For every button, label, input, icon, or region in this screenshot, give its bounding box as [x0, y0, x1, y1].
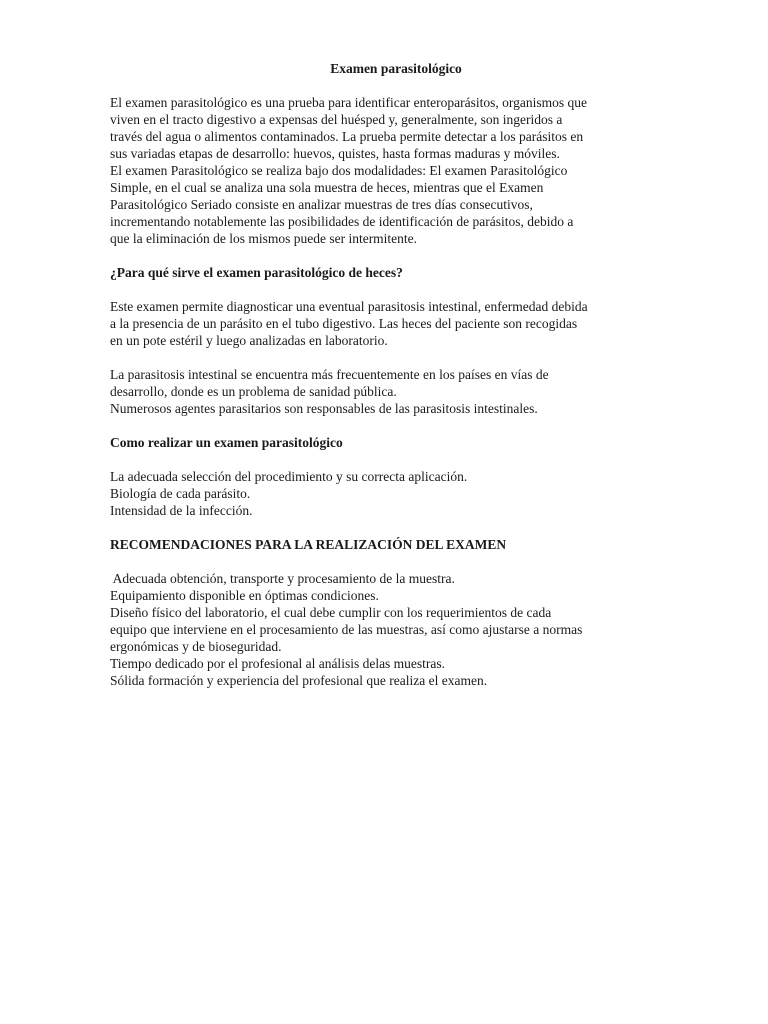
section-heading: ¿Para qué sirve el examen parasitológico de heces? — [110, 265, 403, 280]
text-line: Este examen permite diagnosticar una eventual parasitosis intestinal, enfermedad debida — [110, 299, 588, 314]
text-line: La parasitosis intestinal se encuentra más frecuentemente en los países en vías de — [110, 367, 549, 382]
text-line: Biología de cada parásito. — [110, 486, 251, 501]
text-line: Sólida formación y experiencia del profesional que realiza el examen. — [110, 673, 488, 688]
section-heading: RECOMENDACIONES PARA LA REALIZACIÓN DEL EXAMEN — [110, 537, 507, 552]
text-line: equipo que interviene en el procesamiento de las muestras, así como ajustarse a normas — [110, 622, 583, 637]
text-line: ergonómicas y de bioseguridad. — [110, 639, 282, 654]
text-line: La adecuada selección del procedimiento y su correcta aplicación. — [110, 469, 468, 484]
section1-paragraph1 — [110, 298, 670, 349]
text-line: El examen parasitológico es una prueba para identificar enteroparásitos, organismos que — [110, 95, 587, 110]
document-title: Examen parasitológico — [330, 61, 462, 76]
text-line: sus variadas etapas de desarrollo: huevos, quistes, hasta formas maduras y móviles. — [110, 146, 560, 161]
text-line: Diseño físico del laboratorio, el cual debe cumplir con los requerimientos de cada — [110, 605, 552, 620]
text-line: viven en el tracto digestivo a expensas del huésped y, generalmente, son ingeridos a — [110, 112, 563, 127]
text-line: incrementando notablemente las posibilidades de identificación de parásitos, debido a — [110, 214, 574, 229]
text-line: Equipamiento disponible en óptimas condiciones. — [110, 588, 379, 603]
document-page — [110, 60, 670, 706]
text-line: en un pote estéril y luego analizadas en laboratorio. — [110, 333, 388, 348]
text-line: Simple, en el cual se analiza una sola muestra de heces, mientras que el Examen — [110, 180, 544, 195]
text-line: que la eliminación de los mismos puede ser intermitente. — [110, 231, 418, 246]
intro-paragraph — [110, 94, 670, 247]
section-heading: Como realizar un examen parasitológico — [110, 435, 343, 450]
text-line: Numerosos agentes parasitarios son responsables de las parasitosis intestinales. — [110, 401, 538, 416]
text-line: Parasitológico Seriado consiste en analizar muestras de tres días consecutivos, — [110, 197, 533, 212]
text-line: Intensidad de la infección. — [110, 503, 253, 518]
text-line: través del agua o alimentos contaminados. La prueba permite detectar a los parásitos en — [110, 129, 584, 144]
section3-list — [110, 570, 670, 689]
section1-paragraph2 — [110, 366, 670, 417]
text-line: desarrollo, donde es un problema de sanidad pública. — [110, 384, 397, 399]
text-line: a la presencia de un parásito en el tubo digestivo. Las heces del paciente son recogidas — [110, 316, 578, 331]
text-line: Tiempo dedicado por el profesional al análisis delas muestras. — [110, 656, 446, 671]
section2-list — [110, 468, 670, 519]
text-line: Adecuada obtención, transporte y procesamiento de la muestra. — [110, 571, 455, 586]
text-line: El examen Parasitológico se realiza bajo dos modalidades: El examen Parasitológico — [110, 163, 568, 178]
